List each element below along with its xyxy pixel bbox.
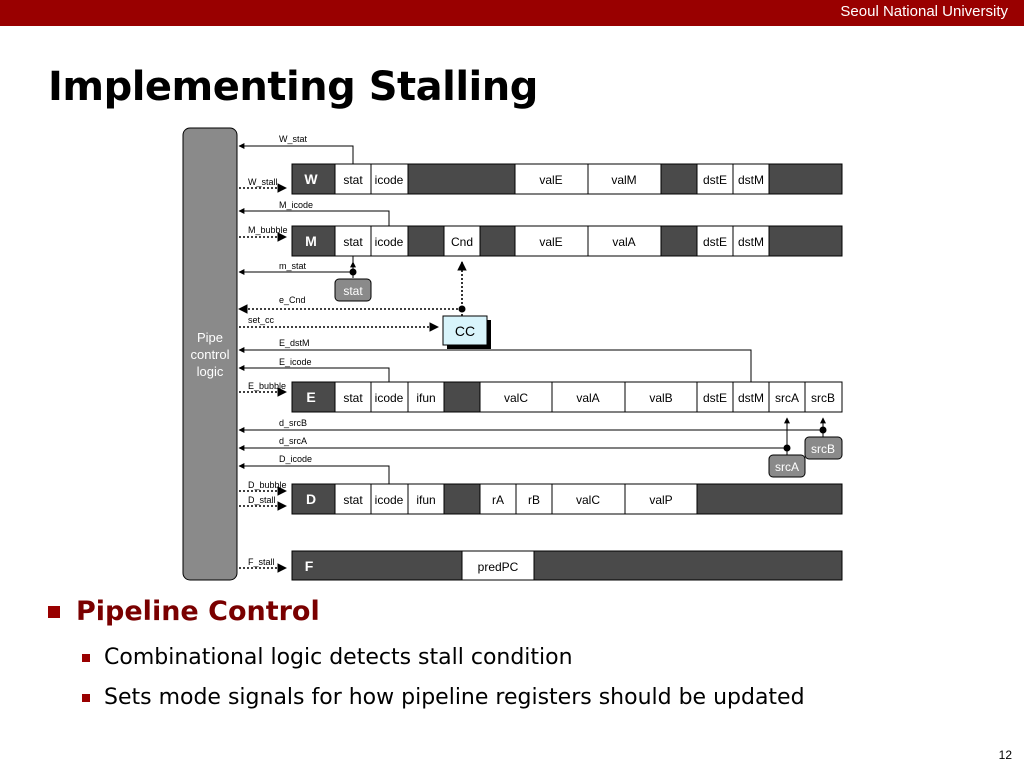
wire-m-icode — [239, 211, 389, 226]
d-field-ra: rA — [492, 493, 504, 507]
d-field-rb: rB — [528, 493, 540, 507]
junction-d-srca — [784, 445, 791, 452]
stat-block-label: stat — [343, 284, 363, 298]
m-field-icode: icode — [374, 235, 404, 249]
control-label-3: logic — [196, 364, 224, 379]
stage-d-register — [292, 484, 842, 514]
label-w-stall: W_stall — [248, 177, 278, 187]
label-e-icode: E_icode — [279, 357, 312, 367]
m-field-dste: dstE — [702, 235, 728, 249]
e-field-stat: stat — [343, 391, 363, 405]
e-field-icode: icode — [374, 391, 404, 405]
label-d-srca: d_srcA — [279, 436, 308, 446]
d-field-icode: icode — [374, 493, 404, 507]
label-set-cc: set_cc — [248, 315, 275, 325]
bullet-square-small — [82, 654, 90, 662]
bullet-sub-2 — [82, 685, 805, 710]
d-field-valc: valC — [575, 493, 601, 507]
srcb-block-label: srcB — [811, 442, 835, 456]
bullet-main — [48, 596, 320, 627]
label-d-bubble: D_bubble — [248, 480, 287, 490]
label-m-bubble: M_bubble — [248, 225, 288, 235]
e-field-dstm: dstM — [737, 391, 765, 405]
bullet-sub-1 — [82, 645, 573, 670]
m-field-stat: stat — [343, 235, 363, 249]
control-label-1: Pipe — [196, 330, 224, 345]
d-field-stat: stat — [343, 493, 363, 507]
stage-m-label: M — [305, 233, 317, 249]
control-label-2: control — [190, 347, 230, 362]
e-field-srcb: srcB — [811, 391, 835, 405]
srca-block-label: srcA — [775, 460, 799, 474]
w-field-dste: dstE — [702, 173, 728, 187]
e-field-srca: srcA — [775, 391, 799, 405]
bullet-sub-1-text: Combinational logic detects stall condition — [104, 645, 573, 670]
e-field-dste: dstE — [702, 391, 728, 405]
junction-d-srcb — [820, 427, 827, 434]
junction-m-stat — [350, 269, 357, 276]
cc-block-label: CC — [454, 323, 476, 339]
w-field-stat: stat — [343, 173, 363, 187]
wire-e-dstm — [239, 350, 751, 382]
university-name: Seoul National University — [840, 3, 1008, 20]
stage-w-register — [292, 164, 842, 194]
bullet-sub-2-text: Sets mode signals for how pipeline registers should be updated — [104, 685, 805, 710]
label-d-icode: D_icode — [279, 454, 313, 464]
slide-title: Implementing Stalling — [48, 64, 538, 110]
m-field-vale: valE — [539, 235, 563, 249]
page-number: 12 — [998, 748, 1012, 762]
stage-d-label: D — [305, 491, 317, 507]
label-d-stall: D_stall — [248, 495, 276, 505]
w-field-vale: valE — [539, 173, 563, 187]
label-m-icode: M_icode — [279, 200, 314, 210]
label-f-stall: F_stall — [248, 557, 275, 567]
label-e-dstm: E_dstM — [279, 338, 310, 348]
label-e-cnd: e_Cnd — [279, 295, 306, 305]
wire-e-icode — [239, 368, 389, 382]
stage-f-label: F — [304, 558, 314, 574]
stage-e-label: E — [306, 389, 316, 405]
label-e-bubble: E_bubble — [248, 381, 287, 391]
stage-f-register — [292, 551, 842, 580]
d-field-valp: valP — [649, 493, 673, 507]
stage-e-register — [292, 382, 842, 412]
bullet-main-text: Pipeline Control — [76, 596, 320, 627]
stage-w-label: W — [304, 171, 318, 187]
stage-m-register — [292, 226, 842, 256]
wire-w-stat — [239, 146, 353, 164]
bullet-square-small — [82, 694, 90, 702]
d-field-ifun: ifun — [416, 493, 436, 507]
w-field-dstm: dstM — [737, 173, 765, 187]
e-field-vala: valA — [576, 391, 600, 405]
e-field-valc: valC — [503, 391, 529, 405]
e-field-ifun: ifun — [416, 391, 436, 405]
f-field-predpc: predPC — [477, 560, 519, 574]
label-w-stat: W_stat — [279, 134, 308, 144]
e-field-valb: valB — [649, 391, 673, 405]
w-field-valm: valM — [611, 173, 637, 187]
bullet-square — [48, 606, 60, 618]
w-field-icode: icode — [374, 173, 404, 187]
m-field-dstm: dstM — [737, 235, 765, 249]
label-d-srcb: d_srcB — [279, 418, 308, 428]
label-m-stat: m_stat — [279, 261, 307, 271]
m-field-vala: valA — [612, 235, 636, 249]
m-field-cnd: Cnd — [450, 235, 474, 249]
